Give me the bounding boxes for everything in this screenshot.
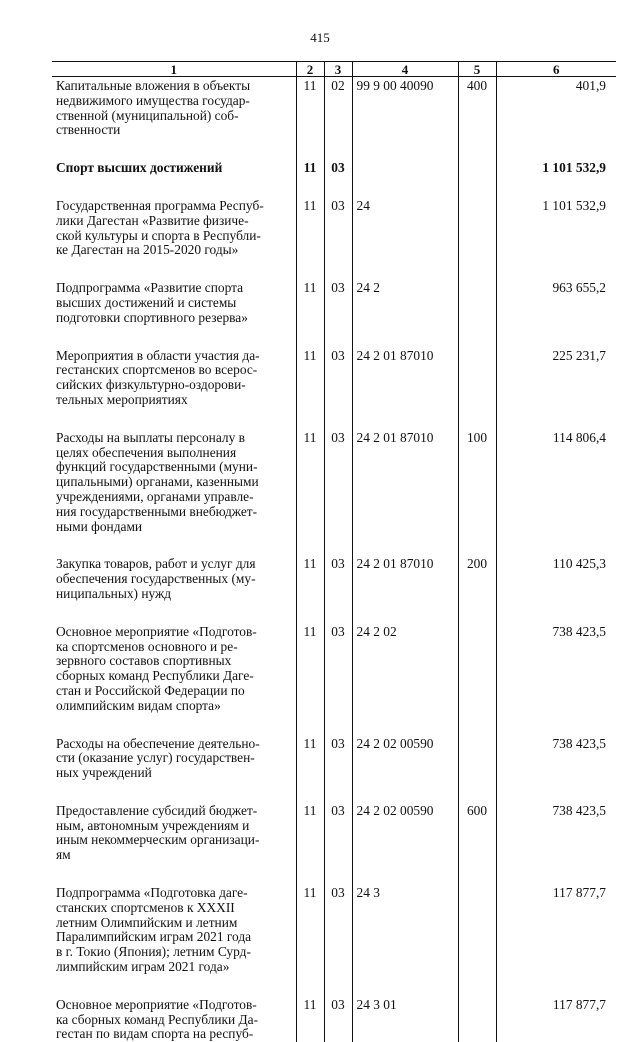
table-row	[52, 884, 616, 996]
amount-cell: 117 877,7	[496, 996, 616, 1042]
item-name-cell	[52, 623, 296, 735]
item-name-line: ными фондами	[56, 518, 143, 534]
item-name-cell	[52, 347, 296, 429]
budget-table	[52, 61, 616, 1042]
amount-cell: 738 423,5	[496, 735, 616, 802]
section-code-cell: 11	[296, 429, 324, 556]
amount-cell: 225 231,7	[496, 347, 616, 429]
item-name-cell	[52, 555, 296, 622]
subsection-code-cell: 03	[324, 996, 352, 1042]
expense-type-cell	[458, 996, 496, 1042]
item-name-line: в г. Токио (Япония); летним Сурд-	[56, 944, 251, 960]
table-row	[52, 555, 616, 622]
item-name-line: Расходы на обеспечение деятельно-	[56, 735, 260, 751]
item-name-line: Государственная программа Респуб-	[56, 197, 264, 213]
item-name-line: лимпийским играм 2021 года»	[56, 959, 230, 975]
item-name-line: гестанских спортсменов во всерос-	[56, 362, 258, 378]
item-name-line: Расходы на выплаты персоналу в	[56, 429, 245, 445]
expense-type-cell	[458, 197, 496, 279]
item-name-cell	[52, 159, 296, 197]
item-name-line: Мероприятия в области участия да-	[56, 347, 260, 363]
expense-type-cell	[458, 623, 496, 735]
item-name-cell	[52, 735, 296, 802]
expense-type-cell: 100	[458, 429, 496, 556]
item-name-line: ципальными) органами, казенными	[56, 474, 259, 490]
item-name-line: Предоставление субсидий бюджет-	[56, 802, 258, 818]
amount-cell: 114 806,4	[496, 429, 616, 556]
item-name-line: Спорт высших достижений	[56, 160, 223, 176]
target-article-cell	[352, 159, 458, 197]
table-row	[52, 996, 616, 1042]
item-name-line: Закупка товаров, работ и услуг для	[56, 556, 256, 572]
item-name-line: ка сборных команд Республики Да-	[56, 1011, 259, 1027]
item-name-line: тельных мероприятиях	[56, 391, 188, 407]
item-name-cell	[52, 77, 296, 160]
item-name-line: Основное мероприятие «Подготов-	[56, 623, 257, 639]
subsection-code-cell: 03	[324, 884, 352, 996]
target-article-cell: 24 2 01 87010	[352, 429, 458, 556]
item-name-line: Капитальные вложения в объекты	[56, 78, 251, 93]
item-name-line: Подпрограмма «Подготовка даге-	[56, 885, 248, 901]
section-code-cell: 11	[296, 279, 324, 346]
item-name-line: стан и Российской Федерации по	[56, 682, 245, 698]
target-article-cell: 24 2 01 87010	[352, 555, 458, 622]
amount-cell: 1 101 532,9	[496, 197, 616, 279]
item-name-line: ям	[56, 847, 71, 863]
expense-type-cell: 600	[458, 802, 496, 884]
section-code-cell: 11	[296, 623, 324, 735]
item-name-line: сийских физкультурно-оздорови-	[56, 377, 246, 393]
section-code-cell: 11	[296, 802, 324, 884]
item-name-cell	[52, 802, 296, 884]
section-code-cell: 11	[296, 77, 324, 160]
item-name-line: ственности	[56, 122, 121, 138]
column-header: 6	[496, 62, 616, 77]
item-name-line: станских спортсменов к XXXII	[56, 899, 235, 915]
target-article-cell: 24 2 02	[352, 623, 458, 735]
amount-cell: 117 877,7	[496, 884, 616, 996]
target-article-cell: 24 3	[352, 884, 458, 996]
item-name-line: целях обеспечения выполнения	[56, 444, 237, 460]
section-code-cell: 11	[296, 197, 324, 279]
subsection-code-cell: 03	[324, 802, 352, 884]
table-row	[52, 279, 616, 346]
table-row	[52, 77, 616, 160]
column-header: 1	[52, 62, 296, 77]
target-article-cell: 24 3 01	[352, 996, 458, 1042]
target-article-cell: 99 9 00 40090	[352, 77, 458, 160]
amount-cell: 738 423,5	[496, 802, 616, 884]
subsection-code-cell: 03	[324, 159, 352, 197]
item-name-line: ных учреждений	[56, 765, 152, 781]
subsection-code-cell: 03	[324, 429, 352, 556]
item-name-line: лики Дагестан «Развитие физиче-	[56, 212, 249, 228]
item-name-line: ской культуры и спорта в Республи-	[56, 227, 261, 243]
amount-cell: 963 655,2	[496, 279, 616, 346]
item-name-cell	[52, 884, 296, 996]
expense-type-cell	[458, 884, 496, 996]
item-name-line: ния государственными внебюджет-	[56, 503, 258, 519]
item-name-line: ка спортсменов основного и ре-	[56, 638, 238, 654]
item-name-line: летним Олимпийским и летним	[56, 914, 238, 930]
section-code-cell: 11	[296, 555, 324, 622]
target-article-cell: 24 2	[352, 279, 458, 346]
item-name-line: ным, автономным учреждениям и	[56, 817, 250, 833]
column-number-row	[52, 62, 616, 77]
subsection-code-cell: 03	[324, 623, 352, 735]
target-article-cell: 24 2 02 00590	[352, 802, 458, 884]
item-name-line: Основное мероприятие «Подготов-	[56, 996, 257, 1012]
subsection-code-cell: 03	[324, 555, 352, 622]
item-name-line: сти (оказание услуг) государствен-	[56, 750, 255, 766]
item-name-line: ственной (муниципальной) соб-	[56, 107, 239, 123]
section-code-cell: 11	[296, 735, 324, 802]
target-article-cell: 24 2 01 87010	[352, 347, 458, 429]
item-name-line: сборных команд Республики Даге-	[56, 668, 254, 684]
item-name-cell	[52, 996, 296, 1042]
item-name-cell	[52, 429, 296, 556]
table-row	[52, 159, 616, 197]
item-name-line: высших достижений и системы	[56, 294, 237, 310]
expense-type-cell	[458, 159, 496, 197]
page-number: 415	[310, 30, 330, 45]
expense-type-cell: 400	[458, 77, 496, 160]
subsection-code-cell: 03	[324, 735, 352, 802]
item-name-line: зервного составов спортивных	[56, 653, 232, 669]
item-name-line: обеспечения государственных (му-	[56, 571, 256, 587]
amount-cell: 110 425,3	[496, 555, 616, 622]
expense-type-cell	[458, 735, 496, 802]
expense-type-cell	[458, 347, 496, 429]
section-code-cell: 11	[296, 996, 324, 1042]
amount-cell: 1 101 532,9	[496, 159, 616, 197]
target-article-cell: 24	[352, 197, 458, 279]
section-code-cell: 11	[296, 884, 324, 996]
item-name-cell	[52, 279, 296, 346]
expense-type-cell: 200	[458, 555, 496, 622]
item-name-line: гестан по видам спорта на респуб-	[56, 1026, 254, 1042]
item-name-line: подготовки спортивного резерва»	[56, 309, 248, 325]
table-row	[52, 429, 616, 556]
item-name-cell	[52, 197, 296, 279]
subsection-code-cell: 03	[324, 279, 352, 346]
target-article-cell: 24 2 02 00590	[352, 735, 458, 802]
column-header: 5	[458, 62, 496, 77]
column-header: 4	[352, 62, 458, 77]
column-header: 3	[324, 62, 352, 77]
item-name-line: учреждениями, органами управле-	[56, 488, 254, 504]
amount-cell: 738 423,5	[496, 623, 616, 735]
subsection-code-cell: 03	[324, 197, 352, 279]
section-code-cell: 11	[296, 347, 324, 429]
column-header: 2	[296, 62, 324, 77]
item-name-line: ке Дагестан на 2015-2020 годы»	[56, 242, 239, 258]
subsection-code-cell: 03	[324, 347, 352, 429]
expense-type-cell	[458, 279, 496, 346]
table-row	[52, 735, 616, 802]
table-row	[52, 623, 616, 735]
table-row	[52, 347, 616, 429]
item-name-line: олимпийским видам спорта»	[56, 697, 221, 713]
item-name-line: Паралимпийским играм 2021 года	[56, 929, 252, 945]
item-name-line: недвижимого имущества государ-	[56, 92, 250, 108]
subsection-code-cell: 02	[324, 77, 352, 160]
item-name-line: иным некоммерческим организаци-	[56, 832, 260, 848]
table-row	[52, 197, 616, 279]
item-name-line: ниципальных) нужд	[56, 585, 172, 601]
item-name-line: функций государственными (муни-	[56, 459, 258, 475]
table-row	[52, 802, 616, 884]
amount-cell: 401,9	[496, 77, 616, 160]
item-name-line: Подпрограмма «Развитие спорта	[56, 280, 244, 296]
section-code-cell: 11	[296, 159, 324, 197]
